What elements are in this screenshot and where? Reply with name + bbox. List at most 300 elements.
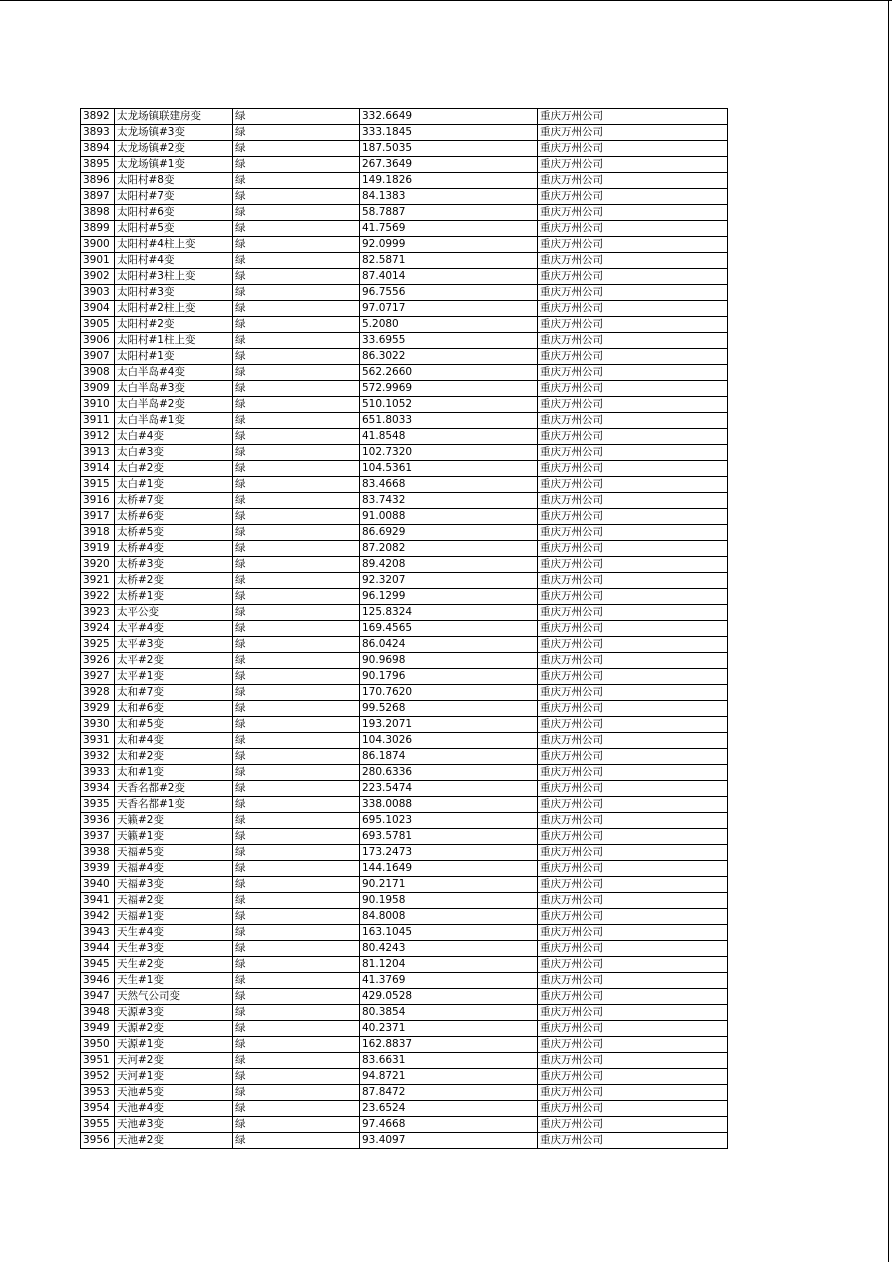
cell-company: 重庆万州公司 xyxy=(538,621,728,637)
table-row xyxy=(81,973,728,989)
table-row xyxy=(81,605,728,621)
cell-id: 3908 xyxy=(81,365,115,381)
cell-name: 太白#4变 xyxy=(115,429,233,445)
table-row xyxy=(81,125,728,141)
table-row xyxy=(81,461,728,477)
cell-color: 绿 xyxy=(233,829,360,845)
cell-value: 89.4208 xyxy=(360,557,538,573)
cell-id: 3952 xyxy=(81,1069,115,1085)
cell-color: 绿 xyxy=(233,525,360,541)
cell-id: 3949 xyxy=(81,1021,115,1037)
cell-color: 绿 xyxy=(233,253,360,269)
cell-value: 90.2171 xyxy=(360,877,538,893)
cell-name: 天香名都#2变 xyxy=(115,781,233,797)
cell-name: 太白#1变 xyxy=(115,477,233,493)
cell-name: 太阳村#2柱上变 xyxy=(115,301,233,317)
cell-company: 重庆万州公司 xyxy=(538,733,728,749)
cell-value: 695.1023 xyxy=(360,813,538,829)
cell-color: 绿 xyxy=(233,717,360,733)
cell-value: 33.6955 xyxy=(360,333,538,349)
table-row xyxy=(81,109,728,125)
table-row xyxy=(81,557,728,573)
cell-name: 太桥#2变 xyxy=(115,573,233,589)
cell-color: 绿 xyxy=(233,589,360,605)
cell-id: 3919 xyxy=(81,541,115,557)
cell-value: 169.4565 xyxy=(360,621,538,637)
cell-name: 太龙场镇#2变 xyxy=(115,141,233,157)
cell-name: 太和#7变 xyxy=(115,685,233,701)
cell-value: 333.1845 xyxy=(360,125,538,141)
cell-color: 绿 xyxy=(233,429,360,445)
cell-color: 绿 xyxy=(233,317,360,333)
cell-company: 重庆万州公司 xyxy=(538,845,728,861)
cell-color: 绿 xyxy=(233,381,360,397)
table-row xyxy=(81,669,728,685)
cell-name: 天生#2变 xyxy=(115,957,233,973)
cell-color: 绿 xyxy=(233,157,360,173)
cell-name: 太阳村#4柱上变 xyxy=(115,237,233,253)
cell-id: 3914 xyxy=(81,461,115,477)
table-row xyxy=(81,429,728,445)
cell-name: 天源#3变 xyxy=(115,1005,233,1021)
table-row xyxy=(81,829,728,845)
cell-color: 绿 xyxy=(233,349,360,365)
cell-id: 3936 xyxy=(81,813,115,829)
cell-name: 太和#2变 xyxy=(115,749,233,765)
cell-color: 绿 xyxy=(233,573,360,589)
cell-company: 重庆万州公司 xyxy=(538,637,728,653)
cell-color: 绿 xyxy=(233,173,360,189)
cell-company: 重庆万州公司 xyxy=(538,781,728,797)
cell-name: 太白#2变 xyxy=(115,461,233,477)
cell-value: 267.3649 xyxy=(360,157,538,173)
cell-company: 重庆万州公司 xyxy=(538,333,728,349)
table-row xyxy=(81,541,728,557)
cell-value: 41.7569 xyxy=(360,221,538,237)
cell-id: 3905 xyxy=(81,317,115,333)
cell-company: 重庆万州公司 xyxy=(538,973,728,989)
cell-color: 绿 xyxy=(233,861,360,877)
cell-value: 87.4014 xyxy=(360,269,538,285)
cell-id: 3956 xyxy=(81,1133,115,1149)
cell-company: 重庆万州公司 xyxy=(538,1053,728,1069)
cell-name: 天生#3变 xyxy=(115,941,233,957)
cell-company: 重庆万州公司 xyxy=(538,877,728,893)
cell-company: 重庆万州公司 xyxy=(538,685,728,701)
cell-name: 天池#4变 xyxy=(115,1101,233,1117)
table-row xyxy=(81,1133,728,1149)
cell-name: 天生#1变 xyxy=(115,973,233,989)
cell-color: 绿 xyxy=(233,877,360,893)
cell-value: 92.0999 xyxy=(360,237,538,253)
cell-name: 天源#2变 xyxy=(115,1021,233,1037)
cell-value: 332.6649 xyxy=(360,109,538,125)
cell-company: 重庆万州公司 xyxy=(538,429,728,445)
cell-value: 41.3769 xyxy=(360,973,538,989)
table-row xyxy=(81,205,728,221)
cell-name: 太和#1变 xyxy=(115,765,233,781)
table-row xyxy=(81,749,728,765)
cell-color: 绿 xyxy=(233,957,360,973)
cell-company: 重庆万州公司 xyxy=(538,173,728,189)
cell-company: 重庆万州公司 xyxy=(538,893,728,909)
cell-color: 绿 xyxy=(233,797,360,813)
cell-value: 562.2660 xyxy=(360,365,538,381)
table-row xyxy=(81,989,728,1005)
cell-company: 重庆万州公司 xyxy=(538,237,728,253)
cell-value: 5.2080 xyxy=(360,317,538,333)
cell-company: 重庆万州公司 xyxy=(538,749,728,765)
cell-id: 3907 xyxy=(81,349,115,365)
table-row xyxy=(81,397,728,413)
cell-color: 绿 xyxy=(233,397,360,413)
cell-id: 3946 xyxy=(81,973,115,989)
cell-id: 3944 xyxy=(81,941,115,957)
table-row xyxy=(81,413,728,429)
page-top-border xyxy=(0,0,892,1)
table-row xyxy=(81,1085,728,1101)
table-row xyxy=(81,909,728,925)
table-row xyxy=(81,685,728,701)
table-row xyxy=(81,621,728,637)
cell-company: 重庆万州公司 xyxy=(538,717,728,733)
table-row xyxy=(81,893,728,909)
cell-id: 3912 xyxy=(81,429,115,445)
cell-id: 3942 xyxy=(81,909,115,925)
cell-id: 3903 xyxy=(81,285,115,301)
cell-value: 102.7320 xyxy=(360,445,538,461)
cell-value: 97.4668 xyxy=(360,1117,538,1133)
cell-name: 太和#6变 xyxy=(115,701,233,717)
cell-id: 3913 xyxy=(81,445,115,461)
cell-value: 693.5781 xyxy=(360,829,538,845)
cell-color: 绿 xyxy=(233,669,360,685)
cell-color: 绿 xyxy=(233,893,360,909)
cell-id: 3929 xyxy=(81,701,115,717)
cell-value: 86.3022 xyxy=(360,349,538,365)
table-row xyxy=(81,269,728,285)
cell-id: 3951 xyxy=(81,1053,115,1069)
cell-company: 重庆万州公司 xyxy=(538,141,728,157)
table-row xyxy=(81,317,728,333)
cell-id: 3933 xyxy=(81,765,115,781)
cell-company: 重庆万州公司 xyxy=(538,1101,728,1117)
cell-value: 40.2371 xyxy=(360,1021,538,1037)
cell-color: 绿 xyxy=(233,1037,360,1053)
cell-id: 3928 xyxy=(81,685,115,701)
cell-id: 3921 xyxy=(81,573,115,589)
cell-name: 天生#4变 xyxy=(115,925,233,941)
cell-company: 重庆万州公司 xyxy=(538,925,728,941)
cell-id: 3954 xyxy=(81,1101,115,1117)
table-row xyxy=(81,877,728,893)
cell-value: 149.1826 xyxy=(360,173,538,189)
cell-company: 重庆万州公司 xyxy=(538,765,728,781)
cell-color: 绿 xyxy=(233,301,360,317)
cell-color: 绿 xyxy=(233,221,360,237)
cell-id: 3939 xyxy=(81,861,115,877)
cell-id: 3950 xyxy=(81,1037,115,1053)
cell-id: 3909 xyxy=(81,381,115,397)
cell-name: 天籁#2变 xyxy=(115,813,233,829)
cell-company: 重庆万州公司 xyxy=(538,445,728,461)
cell-id: 3910 xyxy=(81,397,115,413)
cell-color: 绿 xyxy=(233,1053,360,1069)
table-row xyxy=(81,285,728,301)
cell-id: 3943 xyxy=(81,925,115,941)
cell-id: 3947 xyxy=(81,989,115,1005)
cell-company: 重庆万州公司 xyxy=(538,317,728,333)
cell-color: 绿 xyxy=(233,813,360,829)
cell-value: 93.4097 xyxy=(360,1133,538,1149)
cell-id: 3893 xyxy=(81,125,115,141)
cell-name: 太阳村#1柱上变 xyxy=(115,333,233,349)
cell-color: 绿 xyxy=(233,237,360,253)
cell-id: 3900 xyxy=(81,237,115,253)
cell-id: 3935 xyxy=(81,797,115,813)
cell-company: 重庆万州公司 xyxy=(538,285,728,301)
cell-id: 3904 xyxy=(81,301,115,317)
cell-value: 83.4668 xyxy=(360,477,538,493)
table-row xyxy=(81,445,728,461)
cell-color: 绿 xyxy=(233,1005,360,1021)
cell-value: 338.0088 xyxy=(360,797,538,813)
page-right-border xyxy=(888,0,889,1262)
cell-name: 太白半岛#3变 xyxy=(115,381,233,397)
cell-id: 3924 xyxy=(81,621,115,637)
cell-id: 3901 xyxy=(81,253,115,269)
cell-value: 429.0528 xyxy=(360,989,538,1005)
cell-company: 重庆万州公司 xyxy=(538,301,728,317)
cell-company: 重庆万州公司 xyxy=(538,381,728,397)
cell-name: 天福#2变 xyxy=(115,893,233,909)
cell-company: 重庆万州公司 xyxy=(538,829,728,845)
cell-value: 187.5035 xyxy=(360,141,538,157)
table-row xyxy=(81,173,728,189)
cell-name: 太阳村#5变 xyxy=(115,221,233,237)
cell-color: 绿 xyxy=(233,1117,360,1133)
cell-color: 绿 xyxy=(233,909,360,925)
table-row xyxy=(81,957,728,973)
cell-color: 绿 xyxy=(233,1085,360,1101)
cell-company: 重庆万州公司 xyxy=(538,509,728,525)
cell-name: 太阳村#3变 xyxy=(115,285,233,301)
cell-color: 绿 xyxy=(233,109,360,125)
cell-value: 162.8837 xyxy=(360,1037,538,1053)
cell-name: 太桥#4变 xyxy=(115,541,233,557)
cell-id: 3917 xyxy=(81,509,115,525)
table-row xyxy=(81,589,728,605)
cell-value: 125.8324 xyxy=(360,605,538,621)
cell-value: 97.0717 xyxy=(360,301,538,317)
cell-name: 太白半岛#2变 xyxy=(115,397,233,413)
cell-name: 天源#1变 xyxy=(115,1037,233,1053)
cell-name: 太龙场镇联建房变 xyxy=(115,109,233,125)
table-row xyxy=(81,1053,728,1069)
cell-id: 3926 xyxy=(81,653,115,669)
cell-company: 重庆万州公司 xyxy=(538,989,728,1005)
cell-value: 173.2473 xyxy=(360,845,538,861)
cell-color: 绿 xyxy=(233,509,360,525)
cell-id: 3896 xyxy=(81,173,115,189)
cell-company: 重庆万州公司 xyxy=(538,541,728,557)
cell-value: 99.5268 xyxy=(360,701,538,717)
cell-id: 3955 xyxy=(81,1117,115,1133)
cell-company: 重庆万州公司 xyxy=(538,605,728,621)
cell-company: 重庆万州公司 xyxy=(538,1037,728,1053)
cell-value: 104.5361 xyxy=(360,461,538,477)
cell-color: 绿 xyxy=(233,605,360,621)
cell-company: 重庆万州公司 xyxy=(538,349,728,365)
cell-id: 3895 xyxy=(81,157,115,173)
cell-value: 144.1649 xyxy=(360,861,538,877)
table-row xyxy=(81,717,728,733)
cell-color: 绿 xyxy=(233,1101,360,1117)
cell-id: 3920 xyxy=(81,557,115,573)
table-row xyxy=(81,573,728,589)
cell-id: 3930 xyxy=(81,717,115,733)
cell-name: 太阳村#6变 xyxy=(115,205,233,221)
cell-company: 重庆万州公司 xyxy=(538,797,728,813)
table-row xyxy=(81,381,728,397)
cell-name: 太和#5变 xyxy=(115,717,233,733)
cell-name: 太平#3变 xyxy=(115,637,233,653)
cell-value: 80.3854 xyxy=(360,1005,538,1021)
cell-id: 3911 xyxy=(81,413,115,429)
cell-color: 绿 xyxy=(233,477,360,493)
cell-color: 绿 xyxy=(233,445,360,461)
cell-id: 3918 xyxy=(81,525,115,541)
table-row xyxy=(81,157,728,173)
cell-id: 3941 xyxy=(81,893,115,909)
cell-id: 3894 xyxy=(81,141,115,157)
cell-company: 重庆万州公司 xyxy=(538,813,728,829)
cell-company: 重庆万州公司 xyxy=(538,861,728,877)
table-row xyxy=(81,861,728,877)
table-row xyxy=(81,253,728,269)
cell-value: 23.6524 xyxy=(360,1101,538,1117)
cell-value: 86.0424 xyxy=(360,637,538,653)
cell-color: 绿 xyxy=(233,189,360,205)
cell-id: 3892 xyxy=(81,109,115,125)
cell-company: 重庆万州公司 xyxy=(538,461,728,477)
cell-color: 绿 xyxy=(233,765,360,781)
cell-color: 绿 xyxy=(233,973,360,989)
cell-color: 绿 xyxy=(233,493,360,509)
cell-value: 83.7432 xyxy=(360,493,538,509)
cell-value: 170.7620 xyxy=(360,685,538,701)
cell-value: 84.8008 xyxy=(360,909,538,925)
cell-name: 太平公变 xyxy=(115,605,233,621)
cell-name: 天河#2变 xyxy=(115,1053,233,1069)
cell-name: 太白半岛#4变 xyxy=(115,365,233,381)
cell-company: 重庆万州公司 xyxy=(538,1117,728,1133)
cell-id: 3897 xyxy=(81,189,115,205)
table-row xyxy=(81,237,728,253)
table-row xyxy=(81,925,728,941)
cell-company: 重庆万州公司 xyxy=(538,1069,728,1085)
cell-company: 重庆万州公司 xyxy=(538,253,728,269)
cell-company: 重庆万州公司 xyxy=(538,397,728,413)
cell-company: 重庆万州公司 xyxy=(538,493,728,509)
cell-color: 绿 xyxy=(233,1021,360,1037)
cell-company: 重庆万州公司 xyxy=(538,701,728,717)
table-row xyxy=(81,509,728,525)
cell-color: 绿 xyxy=(233,781,360,797)
cell-color: 绿 xyxy=(233,685,360,701)
table-row xyxy=(81,1069,728,1085)
cell-name: 太阳村#2变 xyxy=(115,317,233,333)
cell-name: 太龙场镇#1变 xyxy=(115,157,233,173)
table-row xyxy=(81,365,728,381)
cell-name: 天香名都#1变 xyxy=(115,797,233,813)
cell-value: 510.1052 xyxy=(360,397,538,413)
table-row xyxy=(81,1037,728,1053)
cell-name: 太桥#1变 xyxy=(115,589,233,605)
table-row xyxy=(81,653,728,669)
cell-name: 太龙场镇#3变 xyxy=(115,125,233,141)
cell-id: 3916 xyxy=(81,493,115,509)
cell-id: 3932 xyxy=(81,749,115,765)
cell-company: 重庆万州公司 xyxy=(538,477,728,493)
cell-company: 重庆万州公司 xyxy=(538,109,728,125)
cell-id: 3945 xyxy=(81,957,115,973)
cell-name: 太桥#7变 xyxy=(115,493,233,509)
cell-id: 3940 xyxy=(81,877,115,893)
cell-name: 太阳村#3柱上变 xyxy=(115,269,233,285)
cell-value: 81.1204 xyxy=(360,957,538,973)
cell-value: 572.9969 xyxy=(360,381,538,397)
cell-value: 104.3026 xyxy=(360,733,538,749)
table-row xyxy=(81,525,728,541)
cell-id: 3922 xyxy=(81,589,115,605)
cell-color: 绿 xyxy=(233,413,360,429)
cell-value: 96.1299 xyxy=(360,589,538,605)
cell-name: 太阳村#8变 xyxy=(115,173,233,189)
cell-id: 3915 xyxy=(81,477,115,493)
cell-color: 绿 xyxy=(233,701,360,717)
cell-name: 太白半岛#1变 xyxy=(115,413,233,429)
cell-value: 58.7887 xyxy=(360,205,538,221)
cell-value: 91.0088 xyxy=(360,509,538,525)
cell-company: 重庆万州公司 xyxy=(538,1005,728,1021)
cell-color: 绿 xyxy=(233,333,360,349)
cell-name: 太白#3变 xyxy=(115,445,233,461)
table-row xyxy=(81,1117,728,1133)
cell-name: 天池#3变 xyxy=(115,1117,233,1133)
table-row xyxy=(81,797,728,813)
cell-company: 重庆万州公司 xyxy=(538,1133,728,1149)
cell-company: 重庆万州公司 xyxy=(538,525,728,541)
cell-id: 3906 xyxy=(81,333,115,349)
cell-value: 86.6929 xyxy=(360,525,538,541)
table-row xyxy=(81,221,728,237)
cell-company: 重庆万州公司 xyxy=(538,365,728,381)
cell-name: 太平#2变 xyxy=(115,653,233,669)
cell-color: 绿 xyxy=(233,637,360,653)
cell-company: 重庆万州公司 xyxy=(538,1021,728,1037)
cell-value: 223.5474 xyxy=(360,781,538,797)
cell-value: 41.8548 xyxy=(360,429,538,445)
table-row xyxy=(81,141,728,157)
cell-company: 重庆万州公司 xyxy=(538,125,728,141)
cell-id: 3937 xyxy=(81,829,115,845)
cell-color: 绿 xyxy=(233,733,360,749)
cell-value: 90.1958 xyxy=(360,893,538,909)
cell-color: 绿 xyxy=(233,461,360,477)
cell-value: 82.5871 xyxy=(360,253,538,269)
cell-color: 绿 xyxy=(233,141,360,157)
